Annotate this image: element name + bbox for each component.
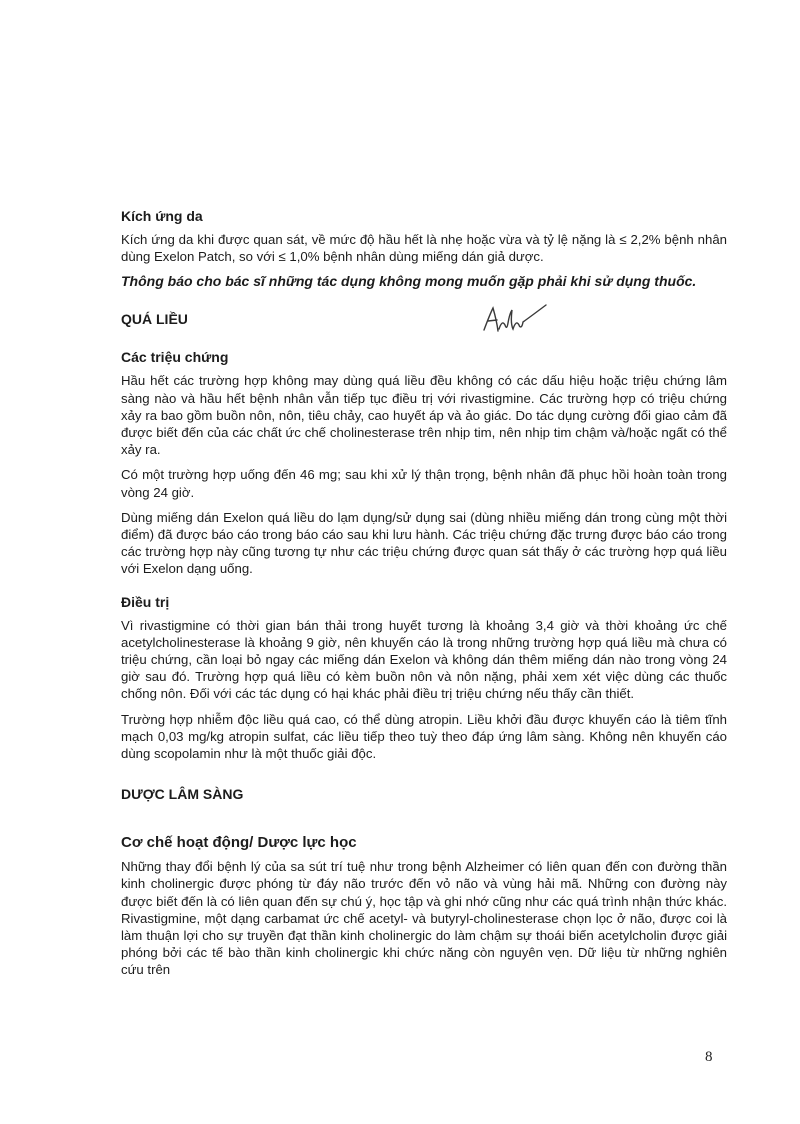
mechanism-paragraph: Những thay đổi bệnh lý của sa sút trí tuệ như trong bệnh Alzheimer có liên quan đến con đường thần kinh cholinergic được phóng từ đáy não trước đến vỏ não và vùng hải mã. Những con đường này được biết đến là có liên quan đến sự chú ý, học tập và ghi nhớ cũng như các quá trình nhận thức khác. Rivastigmine, một dạng carbamat ức chế acetyl- và butyryl-cholinesterase chọn lọc ở não, được coi là làm thuận lợi cho sự truyền đạt thần kinh cholinergic do làm chậm sự thoái biến acetylcholin được giải phóng bởi các tế bào thần kinh cholinergic khi chức năng còn nguyên vẹn. Dữ liệu từ những nghiên cứu trên — [121, 859, 727, 978]
treatment-paragraph-2: Trường hợp nhiễm độc liều quá cao, có thể dùng atropin. Liều khởi đầu được khuyến cáo là tiêm tĩnh mạch 0,03 mg/kg atropin sulfat, các liều tiếp theo tuỳ theo đáp ứng lâm sàng. Không nên khuyến cáo dùng scopolamin như là một thuốc giải độc. — [121, 711, 727, 762]
page-content — [121, 208, 727, 987]
symptoms-paragraph-2: Có một trường hợp uống đến 46 mg; sau khi xử lý thận trọng, bệnh nhân đã phục hồi hoàn toàn trong vòng 24 giờ. — [121, 467, 727, 500]
subheading-mechanism: Cơ chế hoạt động/ Dược lực học — [121, 834, 357, 852]
report-side-effects-note: Thông báo cho bác sĩ những tác dụng không mong muốn gặp phải khi sử dụng thuốc. — [121, 273, 697, 290]
symptoms-paragraph-1: Hầu hết các trường hợp không may dùng quá liều đều không có các dấu hiệu hoặc triệu chứng lâm sàng nào và hầu hết bệnh nhân vẫn tiếp tục điều trị với rivastigmine. Các trường hợp có triệu chứng xảy ra bao gồm buồn nôn, nôn, tiêu chảy, cao huyết áp và ảo giác. Do tác dụng cường đối giao cảm đã được biết đến của các chất ức chế cholinesterase trên nhịp tim, nên nhịp tim chậm và/hoặc ngất có thể xảy ra. — [121, 373, 727, 458]
treatment-paragraph-1: Vì rivastigmine có thời gian bán thải trong huyết tương là khoảng 3,4 giờ và thời khoảng ức chế acetylcholinesterase là khoảng 9 giờ, nên khuyến cáo là trong những trường hợp quá liều mà chưa có triệu chứng, cần loại bỏ ngay các miếng dán Exelon và không dán thêm miếng dán nào trong vòng 24 giờ sau đó. Trường hợp quá liều có kèm buồn nôn và nôn nặng, phải xem xét việc dùng các thuốc chống nôn. Đối với các tác dụng có hại khác phải điều trị triệu chứng nếu thấy cần thiết. — [121, 617, 727, 702]
skin-irritation-paragraph: Kích ứng da khi được quan sát, về mức độ hầu hết là nhẹ hoặc vừa và tỷ lệ nặng là ≤ 2,2% bệnh nhân dùng Exelon Patch, so với ≤ 1,0% bệnh nhân dùng miếng dán giả dược. — [121, 232, 727, 265]
subheading-symptoms: Các triệu chứng — [121, 349, 229, 366]
section-heading-skin-irritation: Kích ứng da — [121, 208, 203, 224]
handwritten-signature — [480, 300, 550, 338]
subheading-treatment: Điều trị — [121, 593, 170, 610]
page-number: 8 — [705, 1049, 713, 1065]
section-heading-overdose: QUÁ LIỀU — [121, 311, 188, 328]
section-heading-pharmacology: DƯỢC LÂM SÀNG — [121, 786, 244, 803]
symptoms-paragraph-3: Dùng miếng dán Exelon quá liều do lạm dụng/sử dụng sai (dùng nhiều miếng dán trong cùng một thời điểm) đã được báo cáo trong báo cáo sau khi lưu hành. Các triệu chứng đặc trưng được báo cáo trong các trường hợp này cũng tương tự như các triệu chứng được quan sát thấy ở các trường hợp quá liều với Exelon dạng uống. — [121, 509, 727, 577]
